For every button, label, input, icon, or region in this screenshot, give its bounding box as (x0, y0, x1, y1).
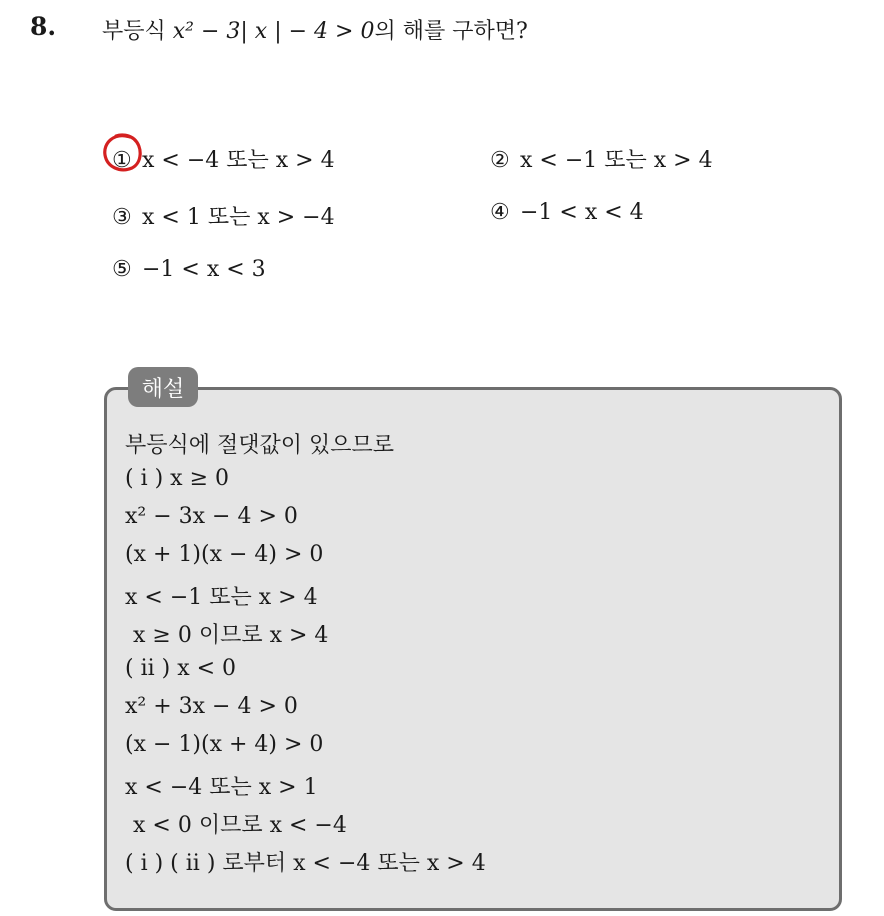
question-suffix: 의 해를 구하면? (374, 19, 528, 44)
solution-line-11: x < 0 이므로 x < −4 (133, 813, 347, 838)
solution-line-9: (x − 1)(x + 4) > 0 (125, 732, 324, 757)
solution-line-1: 부등식에 절댓값이 있으므로 (125, 433, 395, 458)
choice-3-number: ③ (112, 205, 132, 230)
choice-4-number: ④ (490, 200, 510, 225)
choice-2-number: ② (490, 148, 510, 173)
solution-line-7: ( ii ) x < 0 (125, 656, 237, 681)
choice-1-number: ① (112, 148, 132, 173)
choice-3[interactable] (112, 200, 335, 231)
solution-label: 해설 (128, 367, 198, 407)
solution-line-10: x < −4 또는 x > 1 (125, 775, 318, 800)
choice-4[interactable] (490, 200, 644, 225)
choice-5[interactable] (112, 257, 266, 282)
choice-2[interactable] (490, 143, 713, 174)
choice-3-text: x < 1 또는 x > −4 (142, 205, 335, 230)
choice-2-text: x < −1 또는 x > 4 (520, 148, 713, 173)
solution-line-4: (x + 1)(x − 4) > 0 (125, 542, 324, 567)
choice-1-text: x < −4 또는 x > 4 (142, 148, 335, 173)
solution-line-3: x² − 3x − 4 > 0 (125, 504, 298, 529)
choice-4-text: −1 < x < 4 (520, 200, 644, 225)
question-text (102, 14, 528, 45)
solution-line-6: x ≥ 0 이므로 x > 4 (133, 623, 329, 648)
choice-5-text: −1 < x < 3 (142, 257, 266, 282)
solution-line-8: x² + 3x − 4 > 0 (125, 694, 298, 719)
solution-line-12: ( i ) ( ii ) 로부터 x < −4 또는 x > 4 (125, 851, 486, 876)
question-prefix: 부등식 (102, 19, 173, 44)
choice-5-number: ⑤ (112, 257, 132, 282)
question-number: 8. (30, 12, 57, 41)
question-expression: x² − 3| x | − 4 > 0 (172, 19, 375, 44)
solution-line-2: ( i ) x ≥ 0 (125, 466, 230, 491)
solution-line-5: x < −1 또는 x > 4 (125, 585, 318, 610)
choice-1[interactable] (112, 143, 335, 174)
